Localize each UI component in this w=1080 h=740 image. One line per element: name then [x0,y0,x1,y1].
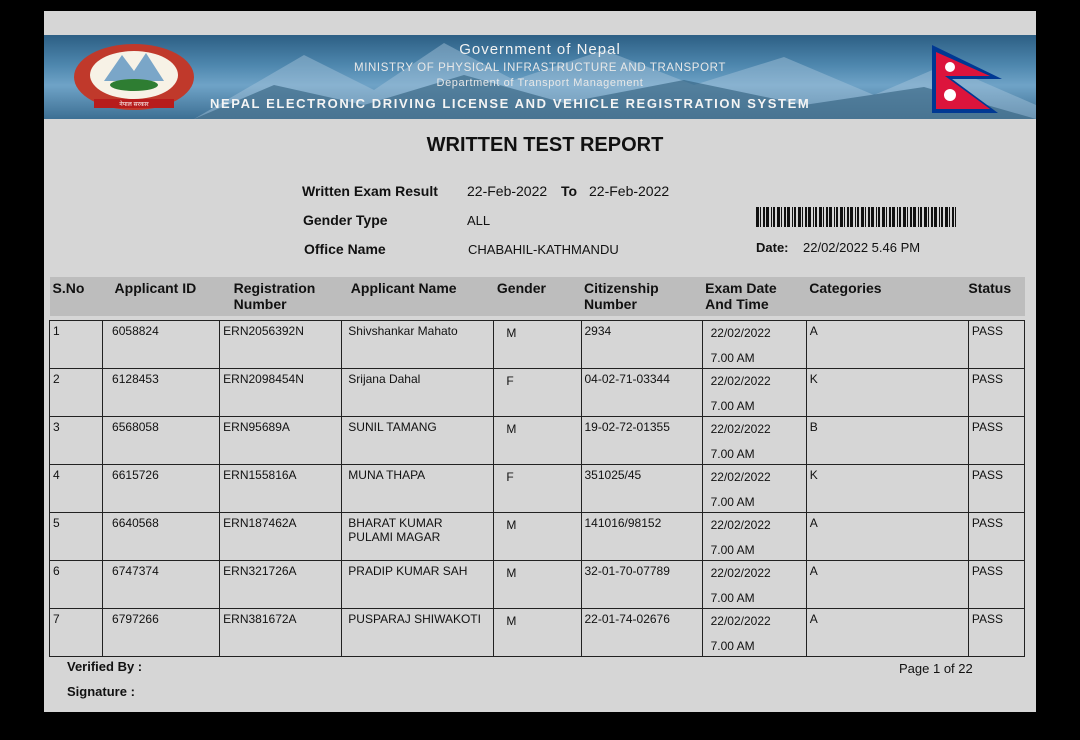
to-date: 22-Feb-2022 [589,183,670,199]
exam-time-text: 7.00 AM [710,446,755,461]
barcode-bar [802,207,803,227]
row-citizenship-number: 19-02-72-01355 [581,416,702,464]
exam-time-text: 7.00 AM [710,398,755,413]
office-name-label: Office Name [304,241,386,257]
barcode-bar [840,207,843,227]
barcode-bar [847,207,849,227]
header-categories: Categories [806,277,968,316]
row-status: PASS [968,608,1024,656]
row-registration-number: ERN187462A [220,512,342,560]
row-sno: 1 [50,320,103,368]
barcode-bar [910,207,912,227]
barcode-bar [760,207,761,227]
row-citizenship-number: 22-01-74-02676 [581,608,702,656]
row-gender: F [494,368,581,416]
row-citizenship-number: 04-02-71-03344 [581,368,702,416]
barcode-bar [787,207,790,227]
row-exam-date [702,464,806,512]
row-sno: 7 [50,608,103,656]
verified-by-label: Verified By : [67,659,143,674]
exam-date-text: 22/02/2022 [710,373,771,388]
row-category: K [806,368,968,416]
barcode-bar [907,207,908,227]
header-sno: S.No [50,277,103,316]
exam-date-text: 22/02/2022 [710,421,771,436]
row-exam-date [702,416,806,464]
row-sno: 2 [50,368,103,416]
row-status: PASS [968,320,1024,368]
barcode-bar [931,207,933,227]
row-citizenship-number: 2934 [581,320,702,368]
government-title: Government of Nepal [459,41,621,58]
row-exam-date [702,608,806,656]
barcode-bar [955,207,956,227]
row-category: A [806,608,968,656]
barcode-bar [826,207,828,227]
row-category: A [806,320,968,368]
signature-label: Signature : [67,684,135,699]
barcode-bar [829,207,832,227]
header-applicant-id: Applicant ID [103,277,220,316]
row-registration-number: ERN95689A [220,416,342,464]
row-exam-date [702,560,806,608]
barcode-bar [857,207,859,227]
exam-time-text: 7.00 AM [710,350,755,365]
barcode-bar [876,207,877,227]
system-title: NEPAL ELECTRONIC DRIVING LICENSE AND VEHICLE REGISTRATION SYSTEM [210,96,811,111]
barcode-bar [844,207,845,227]
exam-date-text: 22/02/2022 [710,469,771,484]
row-gender: M [494,560,581,608]
row-applicant-id: 6797266 [103,608,220,656]
row-sno: 3 [50,416,103,464]
table-row [50,416,1025,464]
barcode-bar [889,207,891,227]
barcode-bar [855,207,856,227]
table-row [50,320,1025,368]
barcode-bar [850,207,853,227]
header-citizenship-number: Citizenship Number [581,277,702,316]
barcode-bar [777,207,780,227]
barcode-bar [939,207,940,227]
ministry-title: MINISTRY OF PHYSICAL INFRASTRUCTURE AND TRANSPORT [354,62,726,74]
row-status: PASS [968,464,1024,512]
exam-time-text: 7.00 AM [710,542,755,557]
row-category: A [806,560,968,608]
barcode-bar [865,207,866,227]
row-gender: M [494,512,581,560]
row-exam-date [702,512,806,560]
barcode-bar [868,207,870,227]
barcode-bar [861,207,864,227]
barcode-bar [781,207,782,227]
row-gender: F [494,464,581,512]
barcode-bar [756,207,759,227]
row-gender: M [494,320,581,368]
row-applicant-name: MUNA THAPA [342,464,494,512]
row-registration-number: ERN155816A [220,464,342,512]
emblem-motto: नेपाल सरकार [119,102,149,108]
row-applicant-id: 6640568 [103,512,220,560]
row-exam-date [702,368,806,416]
row-citizenship-number: 32-01-70-07789 [581,560,702,608]
report-page [44,11,1036,712]
barcode-bar [871,207,874,227]
barcode-bar [808,207,811,227]
row-citizenship-number: 351025/45 [581,464,702,512]
header-exam-date-time: Exam Date And Time [702,277,806,316]
barcode-bar [903,207,906,227]
barcode-bar [836,207,838,227]
barcode-bar [949,207,950,227]
table-row [50,368,1025,416]
exam-result-label: Written Exam Result [302,183,438,199]
row-applicant-id: 6615726 [103,464,220,512]
row-sno: 5 [50,512,103,560]
date-value: 22/02/2022 5.46 PM [803,240,921,255]
barcode-bar [920,207,922,227]
row-sno: 4 [50,464,103,512]
row-registration-number: ERN381672A [220,608,342,656]
row-registration-number: ERN2056392N [220,320,342,368]
department-title: Department of Transport Management [436,77,644,89]
table-row [50,512,1025,560]
exam-date-text: 22/02/2022 [710,565,771,580]
gender-type-label: Gender Type [303,212,388,228]
row-exam-date [702,320,806,368]
row-gender: M [494,608,581,656]
barcode-bar [918,207,919,227]
barcode-bar [823,207,824,227]
barcode-bar [899,207,901,227]
nepal-flag-icon [928,43,1008,115]
barcode-bar [928,207,929,227]
table-row [50,464,1025,512]
barcode-bar [766,207,769,227]
row-applicant-name: BHARAT KUMAR PULAMI MAGAR [342,512,494,560]
row-registration-number: ERN2098454N [220,368,342,416]
barcode-bar [819,207,822,227]
barcode-bar [886,207,887,227]
barcode-bar [878,207,880,227]
barcode-bar [813,207,814,227]
row-status: PASS [968,512,1024,560]
row-gender: M [494,416,581,464]
barcode-bar [945,207,948,227]
barcode-bar [792,207,793,227]
row-applicant-id: 6568058 [103,416,220,464]
barcode-bar [924,207,927,227]
results-table [49,277,1025,657]
row-category: K [806,464,968,512]
row-category: B [806,416,968,464]
barcode-image [756,207,956,227]
barcode-bar [892,207,895,227]
row-status: PASS [968,368,1024,416]
row-applicant-name: PUSPARAJ SHIWAKOTI [342,608,494,656]
header-applicant-name: Applicant Name [342,277,494,316]
row-sno: 6 [50,560,103,608]
exam-date-text: 22/02/2022 [710,613,771,628]
barcode-bar [771,207,772,227]
table-row [50,560,1025,608]
to-label: To [561,183,578,199]
barcode-bar [834,207,835,227]
barcode-bar [794,207,796,227]
header-status: Status [968,277,1024,316]
page-number: Page 1 of 22 [899,661,973,676]
exam-date-text: 22/02/2022 [710,325,771,340]
row-citizenship-number: 141016/98152 [581,512,702,560]
gender-type-value: ALL [467,213,491,228]
table-header-row [50,277,1025,316]
row-applicant-id: 6128453 [103,368,220,416]
row-category: A [806,512,968,560]
barcode-bar [815,207,817,227]
barcode-bar [941,207,943,227]
row-applicant-id: 6058824 [103,320,220,368]
date-label: Date: [756,240,789,255]
row-applicant-name: Srijana Dahal [342,368,494,416]
barcode-bar [798,207,801,227]
barcode-bar [773,207,775,227]
header-gender: Gender [494,277,581,316]
table-row [50,608,1025,656]
barcode-bar [897,207,898,227]
office-name-value: CHABAHIL-KATHMANDU [468,242,619,257]
barcode-bar [913,207,916,227]
barcode-bar [882,207,885,227]
row-applicant-name: PRADIP KUMAR SAH [342,560,494,608]
exam-date-text: 22/02/2022 [710,517,771,532]
row-status: PASS [968,416,1024,464]
row-applicant-name: SUNIL TAMANG [342,416,494,464]
report-title: WRITTEN TEST REPORT [426,134,664,156]
row-registration-number: ERN321726A [220,560,342,608]
barcode-bar [805,207,807,227]
exam-time-text: 7.00 AM [710,638,755,653]
barcode-bar [952,207,954,227]
barcode-bar [784,207,786,227]
header-banner [44,35,1036,119]
barcode-bar [934,207,937,227]
row-applicant-name: Shivshankar Mahato [342,320,494,368]
header-registration-number: Registration Number [220,277,342,316]
exam-time-text: 7.00 AM [710,590,755,605]
from-date: 22-Feb-2022 [467,183,548,199]
row-status: PASS [968,560,1024,608]
exam-time-text: 7.00 AM [710,494,755,509]
row-applicant-id: 6747374 [103,560,220,608]
barcode-bar [763,207,765,227]
